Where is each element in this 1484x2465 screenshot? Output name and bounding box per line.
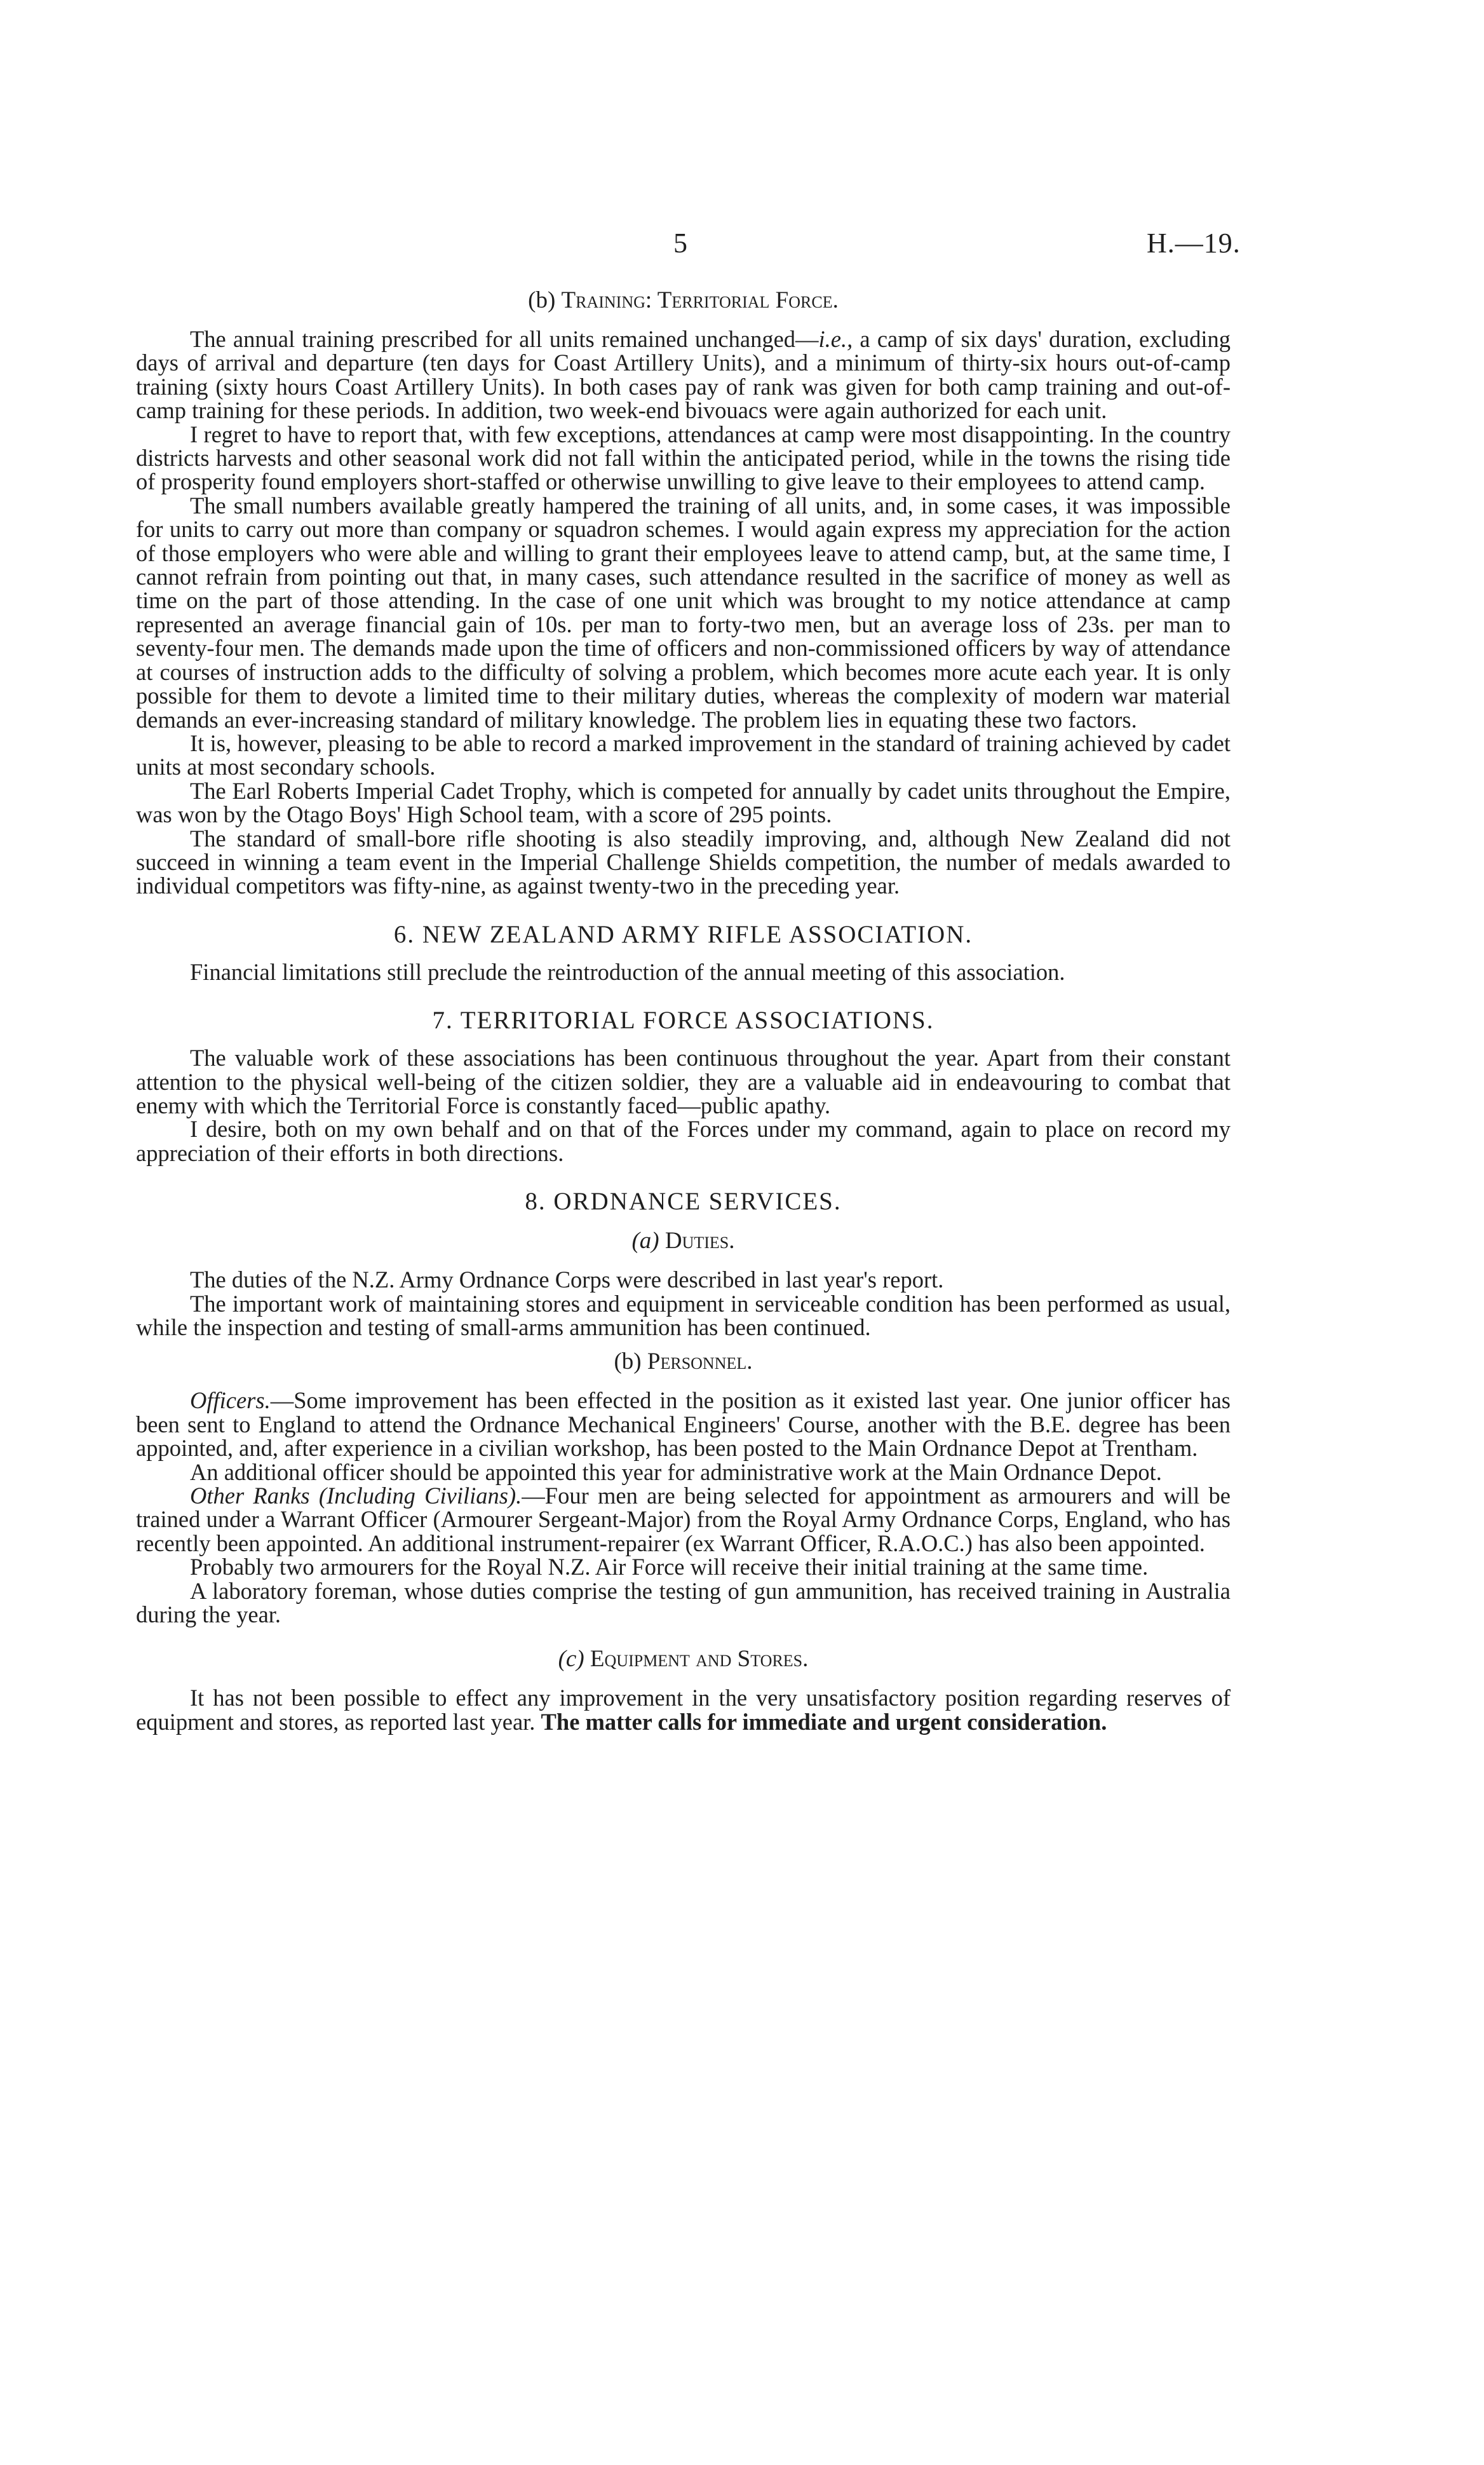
paragraph (136, 327, 1231, 423)
personnel-subheading (136, 1348, 1231, 1376)
document-body (136, 278, 1231, 1734)
paragraph-text: The annual training prescribed for all units remained unchanged— (190, 326, 819, 352)
page-number: 5 (673, 227, 687, 259)
paragraph-text: —Some improvement has been effected in the position as it existed last year. One junior officer has been sent to England to attend the Ordnance Mechanical Engineers' Course, another with the B.E. degree has been appointed, and, after experience in a civilian workshop, has been posted to the Main Ordnance Depot at Trentham. (136, 1387, 1231, 1462)
paragraph: It is, however, pleasing to be able to record a marked improvement in the standard of training achieved by cadet units at most secondary schools. (136, 730, 1231, 780)
training-subheading-title: Training: Territorial Force. (561, 287, 839, 313)
paragraph: The important work of maintaining stores and equipment in serviceable condition has been performed as usual, while the inspection and testing of small-arms ammunition has been continued. (136, 1290, 1231, 1340)
duties-subheading-title: Duties. (664, 1228, 735, 1254)
paragraph (136, 1484, 1231, 1555)
paragraph: The valuable work of these associations has been continuous throughout the year. Apart from their constant attention to the physical well-being of the citizen soldier, they are a valuable aid in endeavouring to combat that enemy with which the Territorial Force is constantly faced—public apathy. (136, 1045, 1231, 1118)
paragraph: The Earl Roberts Imperial Cadet Trophy, which is competed for annually by cadet units throughout the Empire, was won by the Otago Boys' High School team, with a score of 295 points. (136, 777, 1231, 828)
equipment-subheading-label: (c) (558, 1646, 584, 1673)
paragraph: The duties of the N.Z. Army Ordnance Corps were described in last year's report. (190, 1266, 944, 1293)
paragraph (136, 1389, 1231, 1460)
paragraph-text: The matter calls for immediate and urgent consideration. (541, 1708, 1107, 1735)
section-heading-ordnance-services: 8. ORDNANCE SERVICES. (525, 1188, 842, 1216)
paragraph: An additional officer should be appointed this year for administrative work at the Main Ordnance Depot. (190, 1458, 1162, 1485)
duties-subheading-label: (a) (631, 1228, 659, 1254)
paragraph: I desire, both on my own behalf and on that of the Forces under my command, again to place on record my appreciation of their efforts in both directions. (136, 1116, 1231, 1166)
section-heading-rifle-association: 6. NEW ZEALAND ARMY RIFLE ASSOCIATION. (393, 920, 973, 948)
paragraph-text: It has not been possible to effect any improvement in the very unsatisfactory position regarding reserves of equipment and stores, as reported last year. (136, 1685, 1231, 1735)
duties-subheading (136, 1227, 1231, 1255)
paragraph: Financial limitations still preclude the reintroduction of the annual meeting of this association. (190, 958, 1065, 985)
paragraph-italic: Other Ranks (Including Civilians). (190, 1483, 522, 1509)
paragraph (136, 1686, 1231, 1734)
paragraph: Probably two armourers for the Royal N.Z. Air Force will receive their initial training at the same time. (190, 1554, 1149, 1580)
paragraph-italic: i.e., (818, 326, 853, 352)
personnel-subheading-title: Personnel. (647, 1348, 753, 1375)
paragraph-text: —Four men are being selected for appointment as armourers and will be trained under a Warrant Officer (Armourer Sergeant-Major) from the Royal Army Ordnance Corps, England, who has recently been appointed. An additional instrument-repairer (ex Warrant Officer, R.A.O.C.) has also been appointed. (136, 1483, 1231, 1556)
page-header (0, 226, 1484, 264)
training-subheading-label: (b) (528, 287, 556, 313)
paragraph: A laboratory foreman, whose duties comprise the testing of gun ammunition, has received training in Australia during the year. (136, 1577, 1231, 1628)
paragraph: I regret to have to report that, with few exceptions, attendances at camp were most disappointing. In the country districts harvests and other seasonal work did not fall within the anticipated period, while in the towns the rising tide of prosperity found employers short-staffed or otherwise unwilling to give leave to their employees to attend camp. (136, 421, 1231, 495)
paragraph-italic: Officers. (190, 1387, 271, 1414)
paragraph-text: a camp of six days' duration, excluding days of arrival and departure (ten days for Coast Artillery Units), and a minimum of thirty-six hours out-of-camp training (sixty hours Coast Artillery Units). In both cases pay of rank was given for both camp training and out-of-camp training for these periods. In addition, two week-end bivouacs were again authorized for each unit. (136, 326, 1231, 424)
paragraph: The standard of small-bore rifle shooting is also steadily improving, and, although New Zealand did not succeed in winning a team event in the Imperial Challenge Shields competition, the number of medals awarded to individual competitors was fifty-nine, as against twenty-two in the preceding year. (136, 825, 1231, 899)
section-heading-territorial-associations: 7. TERRITORIAL FORCE ASSOCIATIONS. (432, 1007, 934, 1035)
equipment-subheading-title: Equipment and Stores. (590, 1646, 809, 1673)
equipment-subheading (136, 1645, 1231, 1673)
paragraph: The small numbers available greatly hampered the training of all units, and, in some cases, it was impossible for units to carry out more than company or squadron schemes. I would again express my appreciation for the action of those employers who were able and willing to grant their employees leave to attend camp, but, at the same time, I cannot refrain from pointing out that, in many cases, such attendance resulted in the sacrifice of money as well as time on the part of those attending. In the case of one unit which was brought to my notice attendance at camp represented an average financial gain of 10s. per man to forty-two men, but an average loss of 23s. per man to seventy-four men. The demands made upon the time of officers and non-commissioned officers by way of attendance at courses of instruction adds to the difficulty of solving a problem, which becomes more acute each year. It is only possible for them to devote a limited time to their military duties, whereas the complexity of modern war material demands an ever-increasing standard of military knowledge. The problem lies in equating these two factors. (136, 492, 1231, 733)
document-reference: H.—19. (1147, 227, 1241, 259)
personnel-subheading-label: (b) (614, 1348, 642, 1375)
training-subheading (136, 287, 1231, 315)
